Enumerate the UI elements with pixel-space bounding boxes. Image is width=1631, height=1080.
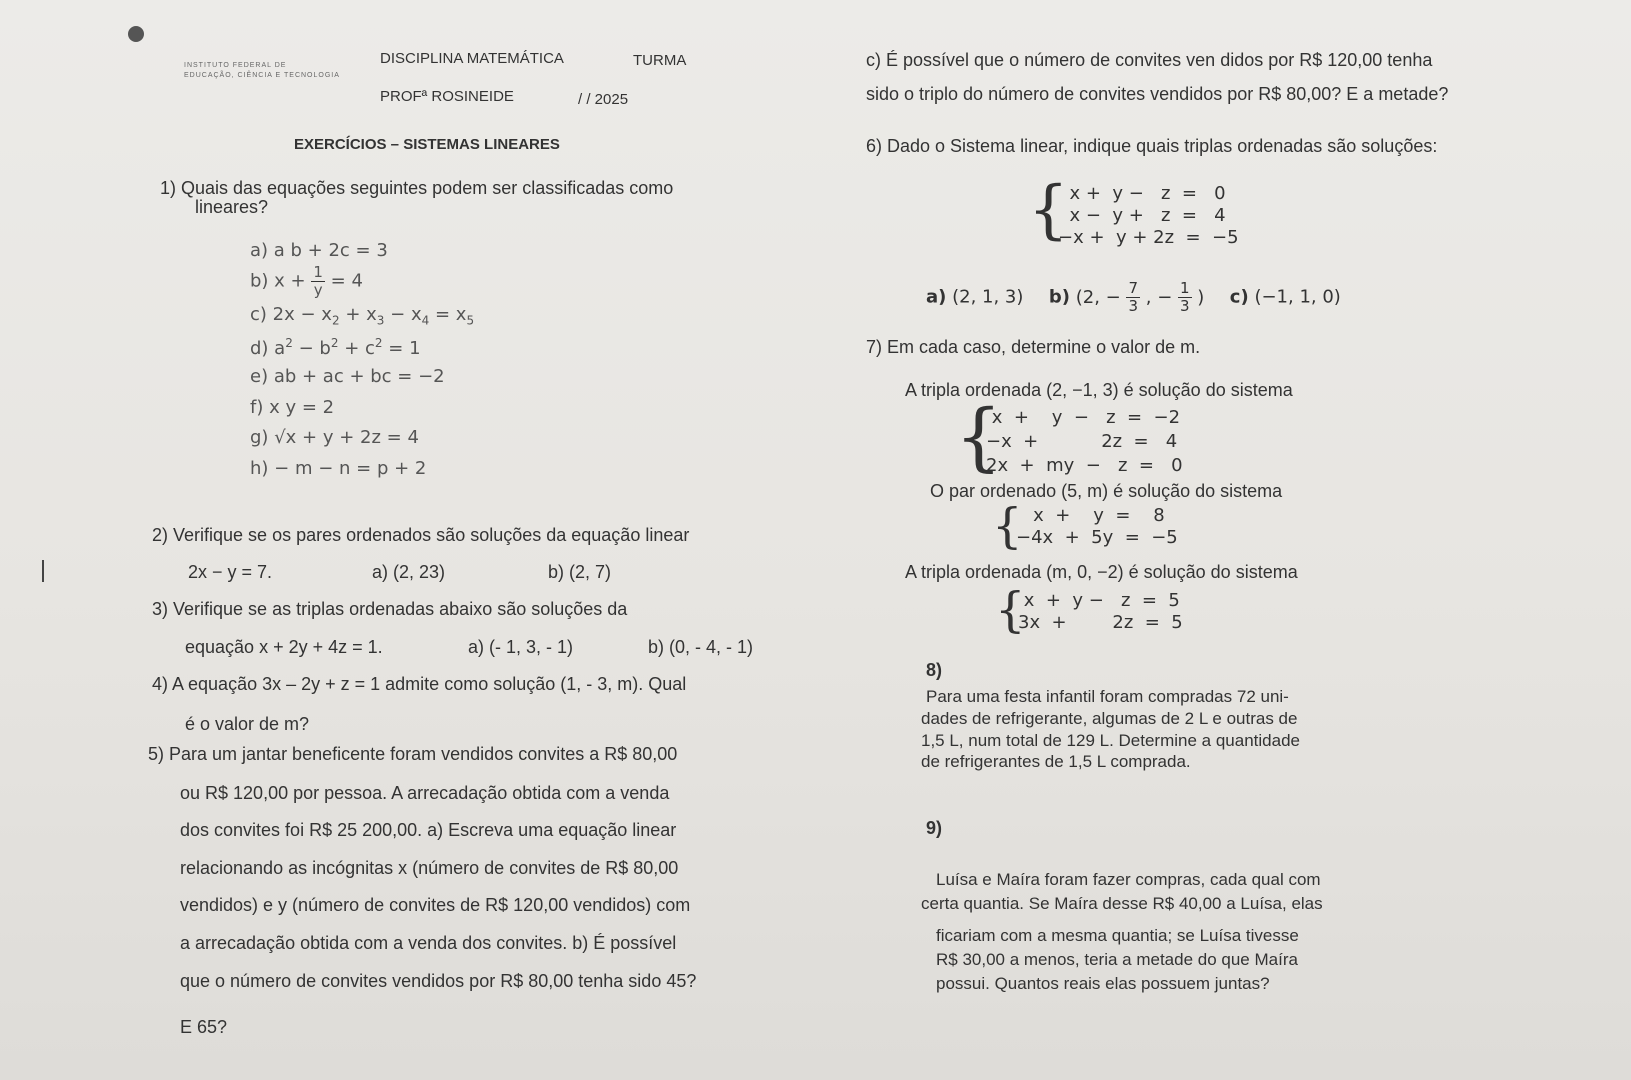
q6-eq1: x + y − z = 0 (1058, 183, 1226, 204)
q8-line3: 1,5 L, num total de 129 L. Determine a quantidade (921, 731, 1300, 750)
q1-item-b-end: = 4 (330, 270, 363, 292)
page-title: EXERCÍCIOS – SISTEMAS LINEARES (294, 136, 560, 153)
q9-line4: R$ 30,00 a menos, teria a metade do que Maíra (936, 950, 1298, 969)
q1-item-f: f) x y = 2 (250, 397, 335, 418)
q5-line3: dos convites foi R$ 25 200,00. a) Escreva uma equação linear (180, 820, 677, 840)
q6-line: 6) Dado o Sistema linear, indique quais triplas ordenadas são soluções: (866, 136, 1438, 156)
q6-eq3: −x + y + 2z = −5 (1058, 227, 1239, 248)
q1-item-g: g) √x + y + 2z = 4 (250, 427, 419, 448)
q1-item-b-fraction: $\frac{1}{y}$ (313, 263, 323, 299)
q5-line6: a arrecadação obtida com a venda dos convites. b) É possível (180, 933, 677, 953)
q2-option-a: a) (2, 23) (372, 562, 446, 582)
q1-item-h: h) − m − n = p + 2 (250, 458, 427, 479)
q8-line2: dades de refrigerante, algumas de 2 L e outras de (921, 709, 1298, 728)
q6-eq2: x − y + z = 4 (1058, 205, 1226, 226)
q5c-line1: c) É possível que o número de convites ven didos por R$ 120,00 tenha (866, 50, 1433, 70)
q5-line2: ou R$ 120,00 por pessoa. A arrecadação obtida com a venda (180, 783, 670, 803)
q7-sys1: x + y − z = −2 −x + 2z = 4 2x + my − z = 0 (986, 407, 1183, 476)
q9-line1: Luísa e Maíra foram fazer compras, cada qual com (936, 870, 1321, 889)
q1-item-c: c) $2x - x_2 + x_3 - x_4 = x_5$ (250, 304, 475, 328)
q7-case2: O par ordenado (5, m) é solução do sistema (930, 481, 1283, 501)
q1-line1: 1) Quais das equações seguintes podem ser classificadas como (160, 178, 674, 198)
q7-sys2: x + y = 8 −4x + 5y = −5 (1016, 505, 1178, 548)
q9-line5: possui. Quantos reais elas possuem juntas? (936, 974, 1270, 993)
q2-line: 2) Verifique se os pares ordenados são soluções da equação linear (152, 525, 690, 545)
q5-line5: vendidos) e y (número de convites de R$ 120,00 vendidos) com (180, 895, 691, 915)
q1-item-e: e) ab + ac + bc = −2 (250, 366, 445, 387)
q7-case1: A tripla ordenada (2, −1, 3) é solução do sistema (905, 380, 1293, 400)
institution-line2: EDUCAÇÃO, CIÊNCIA E TECNOLOGIA (184, 72, 340, 79)
q4-line1: 4) A equação 3x – 2y + z = 1 admite como solução (1, - 3, m). Qual (152, 674, 687, 694)
q3-option-b: b) (0, - 4, - 1) (648, 637, 754, 657)
q9-line2: certa quantia. Se Maíra desse R$ 40,00 a Luísa, elas (921, 894, 1323, 913)
teacher-label: PROFª ROSINEIDE (380, 88, 514, 105)
q3-line1: 3) Verifique se as triplas ordenadas abaixo são soluções da (152, 599, 628, 619)
institution-line1: INSTITUTO FEDERAL DE (184, 62, 287, 69)
q5-line4: relacionando as incógnitas x (número de convites de R$ 80,00 (180, 858, 679, 878)
q6-system-brace: { (1028, 173, 1069, 247)
q6-system (1058, 183, 1239, 249)
q1-line2: lineares? (195, 197, 269, 217)
q3-option-a: a) (- 1, 3, - 1) (468, 637, 574, 657)
q2-equation: 2x − y = 7. (188, 562, 273, 582)
q5-line7: que o número de convites vendidos por R$ 80,00 tenha sido 45? (180, 971, 697, 991)
q6-option-a: (2, 1, 3) (952, 286, 1024, 308)
margin-mark (42, 560, 44, 582)
q1-item-b (250, 264, 363, 299)
q5-line8: E 65? (180, 1017, 228, 1037)
q1-item-b-start: b) x + (250, 270, 306, 292)
q2-option-b: b) (2, 7) (548, 562, 612, 582)
q5c-line2: sido o triplo do número de convites vendidos por R$ 80,00? E a metade? (866, 84, 1449, 104)
q1-item-a: a) a b + 2c = 3 (250, 240, 388, 261)
q4-line2: é o valor de m? (185, 714, 310, 734)
q6-option-c: (−1, 1, 0) (1254, 286, 1341, 308)
date-label: / / 2025 (578, 91, 629, 108)
q1-item-d: d) $a^2 - b^2 + c^2 = 1$ (250, 336, 421, 359)
q7-case3: A tripla ordenada (m, 0, −2) é solução do sistema (905, 562, 1298, 582)
q7-sys2-brace: { (992, 498, 1023, 554)
q6-options: a) (2, 1, 3) b) (2, − $\frac{7}{3}$ , − $\frac{1}{3}$ ) c) (−1, 1, 0) (926, 279, 1341, 315)
q7-sys1-brace: { (955, 394, 1003, 480)
q3-line2: equação x + 2y + 4z = 1. (185, 637, 383, 657)
q8-label: 8) (926, 660, 943, 680)
q6-option-b: (2, − $\frac{7}{3}$ , − $\frac{1}{3}$ ) (1075, 279, 1205, 315)
q8-line1: Para uma festa infantil foram compradas 72 uni- (926, 687, 1289, 706)
discipline-label: DISCIPLINA MATEMÁTICA (380, 50, 564, 67)
q7-line: 7) Em cada caso, determine o valor de m. (866, 337, 1201, 357)
class-label: TURMA (633, 52, 687, 69)
q5-line1: 5) Para um jantar beneficente foram vendidos convites a R$ 80,00 (148, 744, 678, 764)
q7-sys3: x + y − z = 5 3x + 2z = 5 (1018, 590, 1183, 633)
q8-line4: de refrigerantes de 1,5 L comprada. (921, 752, 1191, 771)
q9-label: 9) (926, 818, 943, 838)
q7-sys3-brace: { (995, 582, 1026, 638)
institution-logo-icon (128, 26, 144, 42)
q9-line3: ficariam com a mesma quantia; se Luísa tivesse (936, 926, 1299, 945)
